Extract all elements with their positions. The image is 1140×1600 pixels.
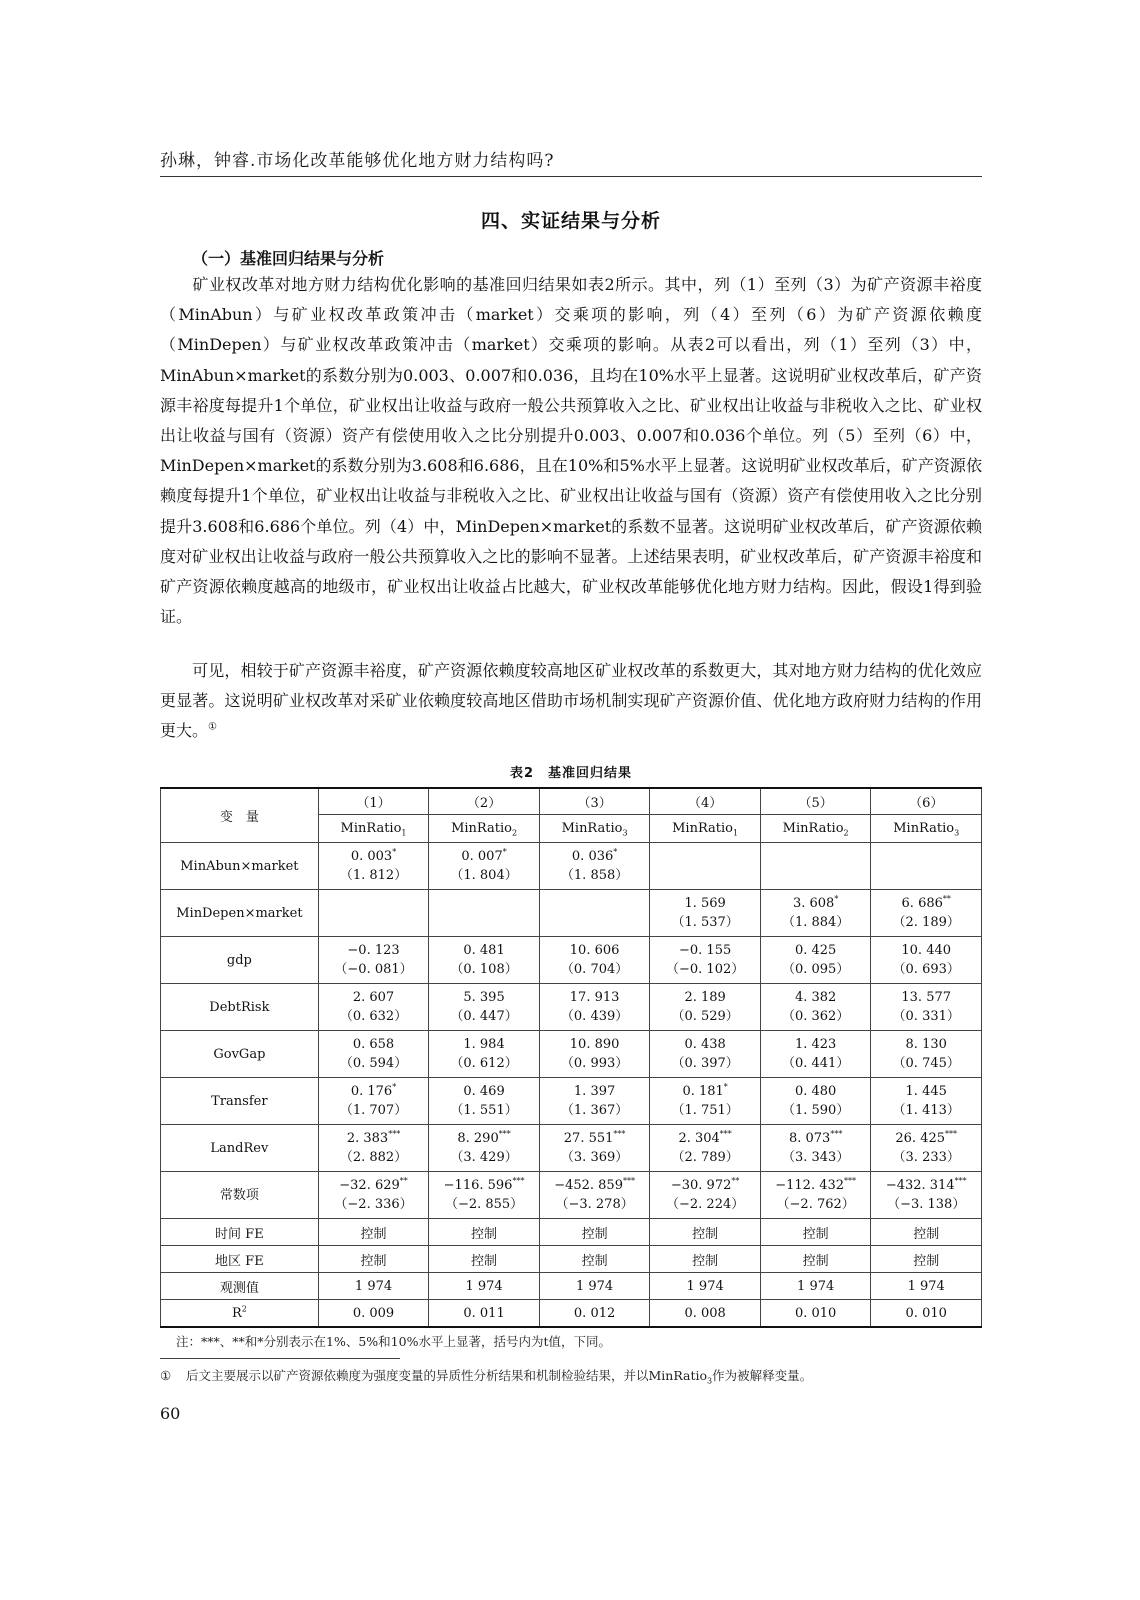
coefficient-value: −432. 314: [885, 1178, 955, 1193]
t-statistic: （3. 429）: [450, 1150, 518, 1165]
coefficient-line: [761, 1129, 871, 1148]
coefficient-line: [540, 1129, 650, 1148]
coefficient-value: 1. 445: [905, 1084, 947, 1099]
coefficient-value: 26. 425: [895, 1131, 946, 1146]
t-statistic: （0. 704）: [560, 962, 629, 977]
row-label: MinDepen×market: [161, 890, 319, 937]
coefficient-value: 6. 686: [901, 896, 943, 911]
row-label-text: 观测值: [219, 1280, 259, 1296]
significance-stars: ***: [388, 1129, 401, 1139]
coefficient-line: [319, 941, 429, 960]
column-number: （3）: [539, 788, 650, 815]
coefficient-value: 8. 290: [457, 1131, 499, 1146]
significance-stars: *: [502, 847, 507, 857]
t-statistic: （−0. 102）: [666, 962, 745, 977]
coefficient-value: 2. 383: [346, 1131, 389, 1146]
coefficient-value: 13. 577: [901, 990, 952, 1005]
value-cell: 控制: [539, 1246, 650, 1273]
coefficient-cell: [318, 1078, 429, 1125]
value-cell: 控制: [760, 1219, 871, 1246]
coefficient-line: [540, 941, 650, 960]
value-cell: 1 974: [539, 1273, 650, 1300]
t-statistic: （1. 551）: [450, 1103, 518, 1118]
table-row: [161, 1125, 982, 1172]
coefficient-value: 17. 913: [569, 990, 620, 1005]
t-statistic: （1. 367）: [560, 1103, 629, 1118]
coefficient-value: 4. 382: [794, 990, 837, 1005]
paragraph-2-text: 可见，相较于矿产资源丰裕度，矿产资源依赖度较高地区矿业权改革的系数更大，其对地方财力结构的优化效应更显著。这说明矿业权改革对采矿业依赖度较高地区借助市场机制实现矿产资源价值、优化地方政府财力结构的作用更大。: [160, 661, 982, 741]
significance-stars: ***: [954, 1176, 967, 1186]
dependent-variable-header: [650, 815, 761, 843]
coefficient-cell: [871, 1078, 982, 1125]
coefficient-cell: [539, 937, 650, 984]
coefficient-line: [540, 988, 650, 1007]
row-label: gdp: [161, 937, 319, 984]
t-statistic: （0. 397）: [671, 1056, 739, 1071]
column-number: （4）: [650, 788, 761, 815]
coefficient-cell: [871, 843, 982, 890]
t-statistic: （0. 441）: [781, 1056, 850, 1071]
coefficient-value: 0. 425: [794, 943, 837, 958]
coefficient-line: [871, 941, 981, 960]
value-cell: 控制: [650, 1246, 761, 1273]
coefficient-value: 5. 395: [463, 990, 505, 1005]
body-paragraph-2: [160, 656, 982, 747]
t-statistic: （−3. 138）: [887, 1197, 966, 1212]
value-cell: 0. 012: [539, 1300, 650, 1328]
variable-header: 变 量: [161, 788, 319, 843]
coefficient-value: 2. 304: [678, 1131, 720, 1146]
coefficient-line: [761, 941, 871, 960]
coefficient-cell: [539, 984, 650, 1031]
coefficient-cell: [539, 890, 650, 937]
coefficient-line: [429, 941, 539, 960]
coefficient-value: 0. 481: [463, 943, 505, 958]
value-cell: 控制: [318, 1246, 429, 1273]
coefficient-cell: [650, 1078, 761, 1125]
coefficient-cell: [650, 890, 761, 937]
t-statistic: （1. 413）: [892, 1103, 960, 1118]
coefficient-line: [761, 894, 871, 913]
coefficient-line: [761, 1176, 871, 1195]
footnote: [160, 1366, 982, 1384]
table-row: [161, 843, 982, 890]
significance-stars: *: [613, 847, 618, 857]
coefficient-line: [319, 988, 429, 1007]
t-statistic: （−2. 762）: [776, 1197, 855, 1212]
t-statistic: （0. 439）: [560, 1009, 629, 1024]
coefficient-line: [650, 1129, 760, 1148]
dependent-variable-subscript: 2: [843, 828, 849, 838]
t-statistic: （0. 632）: [339, 1009, 408, 1024]
t-statistic: （0. 529）: [671, 1009, 739, 1024]
value-cell: 控制: [871, 1219, 982, 1246]
coefficient-value: 0. 658: [352, 1037, 395, 1052]
t-statistic: （0. 447）: [450, 1009, 518, 1024]
row-label-text: R: [231, 1305, 242, 1321]
coefficient-cell: [650, 984, 761, 1031]
value-cell: 1 974: [429, 1273, 540, 1300]
t-statistic: （1. 812）: [339, 868, 408, 883]
coefficient-line: [319, 1082, 429, 1101]
table-row: [161, 1031, 982, 1078]
dependent-variable-subscript: 1: [733, 828, 739, 838]
significance-stars: **: [942, 894, 951, 904]
paragraph-1-text: 矿业权改革对地方财力结构优化影响的基准回归结果如表2所示。其中，列（1）至列（3）为矿产资源丰裕度（MinAbun）与矿业权改革政策冲击（market）交乘项的影响，列（4）至列（6）为矿产资源依赖度（MinDepen）与矿业权改革政策冲击（market）交乘项的影响。从表2可以看出，列（1）至列（3）中，MinAbun×market的系数分别为0.003、0.007和0.036，且均在10%水平上显著。这说明矿业权改革后，矿产资源丰裕度每提升1个单位，矿业权出让收益与政府一般公共预算收入之比、矿业权出让收益与非税收入之比、矿业权出让收益与国有（资源）资产有偿使用收入之比分别提升0.003、0.007和0.036个单位。列（5）至列（6）中，MinDepen×market的系数分别为3.608和6.686，且在10%和5%水平上显著。这说明矿业权改革后，矿产资源依赖度每提升1个单位，矿业权出让收益与非税收入之比、矿业权出让收益与国有（资源）资产有偿使用收入之比分别提升3.608和6.686个单位。列（4）中，MinDepen×market的系数不显著。这说明矿业权改革后，矿产资源依赖度对矿业权出让收益与政府一般公共预算收入之比的影响不显著。上述结果表明，矿业权改革后，矿产资源丰裕度和矿产资源依赖度越高的地级市，矿业权出让收益占比越大，矿业权改革能够优化地方财力结构。因此，假设1得到验证。: [160, 275, 982, 627]
t-statistic: （−0. 081）: [334, 962, 413, 977]
column-number: （5）: [760, 788, 871, 815]
table-caption: 表2 基准回归结果: [509, 766, 633, 781]
coefficient-line: [429, 847, 539, 866]
t-statistic: （3. 233）: [892, 1150, 960, 1165]
coefficient-cell: [650, 1031, 761, 1078]
regression-results-table: [160, 787, 982, 1328]
significance-stars: ***: [830, 1129, 843, 1139]
column-number: （6）: [871, 788, 982, 815]
t-statistic: （0. 745）: [892, 1056, 960, 1071]
significance-stars: **: [399, 1176, 408, 1186]
table-row: [161, 1219, 982, 1246]
coefficient-cell: [871, 1031, 982, 1078]
coefficient-line: [871, 1176, 981, 1195]
t-statistic: （0. 612）: [450, 1056, 518, 1071]
coefficient-cell: [871, 1172, 982, 1219]
coefficient-line: [540, 1082, 650, 1101]
significance-stars: ***: [844, 1176, 857, 1186]
coefficient-value: 0. 181: [682, 1084, 724, 1099]
coefficient-value: 0. 007: [461, 849, 503, 864]
coefficient-cell: [650, 843, 761, 890]
coefficient-cell: [871, 1125, 982, 1172]
coefficient-line: [650, 988, 760, 1007]
dependent-variable-subscript: 3: [622, 828, 628, 838]
coefficient-cell: [318, 1125, 429, 1172]
coefficient-value: −30. 972: [670, 1178, 732, 1193]
coefficient-cell: [650, 1172, 761, 1219]
coefficient-line: [319, 1176, 429, 1195]
value-cell: 1 974: [318, 1273, 429, 1300]
coefficient-line: [650, 1176, 760, 1195]
coefficient-line: [429, 1129, 539, 1148]
coefficient-line: [871, 1035, 981, 1054]
coefficient-value: 0. 003: [350, 849, 393, 864]
t-statistic: （0. 594）: [339, 1056, 408, 1071]
coefficient-line: [761, 1082, 871, 1101]
t-statistic: （0. 331）: [892, 1009, 960, 1024]
section-title: 四、实证结果与分析: [480, 210, 661, 232]
row-label: [161, 1246, 319, 1273]
dependent-variable-name: MinRatio: [672, 821, 734, 836]
coefficient-value: −112. 432: [775, 1178, 845, 1193]
table-row: [161, 1078, 982, 1125]
dependent-variable-header: [318, 815, 429, 843]
t-statistic: （−2. 855）: [444, 1197, 524, 1212]
coefficient-line: [871, 1129, 981, 1148]
t-statistic: （2. 882）: [339, 1150, 408, 1165]
table-row: [161, 890, 982, 937]
t-statistic: （0. 362）: [781, 1009, 850, 1024]
footnote-rule: [160, 1358, 400, 1359]
coefficient-value: 10. 606: [569, 943, 620, 958]
significance-stars: *: [723, 1082, 728, 1092]
dependent-variable-header: [429, 815, 540, 843]
row-label-superscript: 2: [241, 1304, 247, 1314]
t-statistic: （−3. 278）: [555, 1197, 634, 1212]
t-statistic: （0. 108）: [450, 962, 518, 977]
header-rule: [160, 176, 982, 177]
coefficient-line: [650, 894, 760, 913]
coefficient-cell: [871, 890, 982, 937]
coefficient-value: 2. 189: [684, 990, 726, 1005]
coefficient-cell: [429, 1031, 540, 1078]
column-number: （2）: [429, 788, 540, 815]
coefficient-cell: [650, 1125, 761, 1172]
coefficient-line: [650, 1082, 760, 1101]
significance-stars: ***: [622, 1176, 635, 1186]
significance-stars: *: [392, 1082, 397, 1092]
coefficient-value: −0. 123: [347, 943, 400, 958]
dependent-variable-name: MinRatio: [561, 821, 623, 836]
t-statistic: （1. 804）: [450, 868, 518, 883]
coefficient-cell: [760, 890, 871, 937]
coefficient-line: [871, 988, 981, 1007]
coefficient-cell: [429, 937, 540, 984]
table-row: [161, 937, 982, 984]
coefficient-value: 2. 607: [352, 990, 395, 1005]
coefficient-value: 1. 423: [794, 1037, 837, 1052]
coefficient-line: [429, 1082, 539, 1101]
coefficient-cell: [429, 890, 540, 937]
t-statistic: （1. 590）: [781, 1103, 850, 1118]
row-label: GovGap: [161, 1031, 319, 1078]
value-cell: 1 974: [871, 1273, 982, 1300]
value-cell: 控制: [871, 1246, 982, 1273]
coefficient-cell: [760, 1031, 871, 1078]
dependent-variable-subscript: 3: [954, 828, 960, 838]
significance-stars: ***: [498, 1129, 511, 1139]
coefficient-value: 27. 551: [563, 1131, 614, 1146]
coefficient-cell: [760, 1125, 871, 1172]
coefficient-cell: [429, 1172, 540, 1219]
coefficient-value: 0. 036: [571, 849, 614, 864]
coefficient-line: [761, 1035, 871, 1054]
coefficient-cell: [539, 1078, 650, 1125]
coefficient-value: 1. 569: [684, 896, 726, 911]
significance-stars: ***: [613, 1129, 626, 1139]
coefficient-cell: [539, 1031, 650, 1078]
row-label-text: 地区 FE: [215, 1253, 264, 1269]
row-label: 常数项: [161, 1172, 319, 1219]
coefficient-value: 8. 130: [905, 1037, 947, 1052]
coefficient-cell: [318, 937, 429, 984]
coefficient-line: [871, 1082, 981, 1101]
coefficient-value: 0. 480: [794, 1084, 837, 1099]
coefficient-line: [429, 1035, 539, 1054]
coefficient-cell: [429, 1125, 540, 1172]
coefficient-cell: [318, 984, 429, 1031]
dependent-variable-header: [760, 815, 871, 843]
t-statistic: （1. 884）: [781, 915, 850, 930]
row-label: DebtRisk: [161, 984, 319, 1031]
coefficient-cell: [539, 1172, 650, 1219]
coefficient-line: [540, 847, 650, 866]
coefficient-cell: [318, 843, 429, 890]
t-statistic: （1. 707）: [339, 1103, 408, 1118]
t-statistic: （2. 189）: [892, 915, 960, 930]
coefficient-cell: [871, 937, 982, 984]
significance-stars: *: [392, 847, 397, 857]
coefficient-cell: [760, 843, 871, 890]
coefficient-cell: [760, 984, 871, 1031]
coefficient-value: −116. 596: [443, 1178, 513, 1193]
coefficient-value: 3. 608: [792, 896, 835, 911]
coefficient-cell: [539, 1125, 650, 1172]
t-statistic: （−2. 224）: [666, 1197, 745, 1212]
coefficient-value: −452. 859: [554, 1178, 623, 1193]
table-row: [161, 1273, 982, 1300]
value-cell: 0. 008: [650, 1300, 761, 1328]
row-label: [161, 1219, 319, 1246]
coefficient-cell: [650, 937, 761, 984]
row-label: LandRev: [161, 1125, 319, 1172]
t-statistic: （−2. 336）: [334, 1197, 413, 1212]
significance-stars: ***: [945, 1129, 958, 1139]
coefficient-cell: [871, 984, 982, 1031]
coefficient-cell: [318, 1172, 429, 1219]
coefficient-cell: [760, 937, 871, 984]
dependent-variable-name: MinRatio: [340, 821, 402, 836]
coefficient-value: 0. 438: [684, 1037, 726, 1052]
footnote-text-main: 后文主要展示以矿产资源依赖度为强度变量的异质性分析结果和机制检验结果，并以MinRatio: [186, 1368, 708, 1383]
dependent-variable-header: [539, 815, 650, 843]
significance-stars: **: [731, 1176, 740, 1186]
coefficient-value: 0. 176: [350, 1084, 393, 1099]
value-cell: 1 974: [650, 1273, 761, 1300]
row-label: [161, 1300, 319, 1328]
coefficient-value: 1. 984: [463, 1037, 505, 1052]
coefficient-cell: [760, 1172, 871, 1219]
dependent-variable-name: MinRatio: [451, 821, 512, 836]
significance-stars: ***: [719, 1129, 732, 1139]
value-cell: 控制: [650, 1219, 761, 1246]
coefficient-line: [871, 894, 981, 913]
t-statistic: （1. 537）: [671, 915, 739, 930]
significance-stars: ***: [512, 1176, 525, 1186]
column-number: （1）: [318, 788, 429, 815]
footnote-reference[interactable]: ①: [208, 722, 217, 734]
footnote-subscript: 3: [707, 1376, 713, 1386]
value-cell: 0. 010: [760, 1300, 871, 1328]
table-row: [161, 1172, 982, 1219]
t-statistic: （1. 858）: [560, 868, 629, 883]
running-head: 孙琳，钟睿.市场化改革能够优化地方财力结构吗?: [160, 151, 555, 171]
page-number: 60: [160, 1404, 181, 1423]
subsection-title: （一）基准回归结果与分析: [192, 249, 385, 268]
table-header-row: [161, 788, 982, 815]
coefficient-cell: [429, 984, 540, 1031]
value-cell: 0. 010: [871, 1300, 982, 1328]
row-label: [161, 1273, 319, 1300]
coefficient-value: 1. 397: [573, 1084, 616, 1099]
coefficient-line: [540, 1176, 650, 1195]
row-label: Transfer: [161, 1078, 319, 1125]
table-row: [161, 1246, 982, 1273]
value-cell: 控制: [429, 1246, 540, 1273]
value-cell: 控制: [429, 1219, 540, 1246]
coefficient-cell: [429, 843, 540, 890]
coefficient-line: [319, 1129, 429, 1148]
dependent-variable-name: MinRatio: [893, 821, 955, 836]
value-cell: 控制: [539, 1219, 650, 1246]
row-label: MinAbun×market: [161, 843, 319, 890]
t-statistic: （1. 751）: [671, 1103, 739, 1118]
coefficient-value: −32. 629: [339, 1178, 400, 1193]
t-statistic: （0. 693）: [892, 962, 960, 977]
value-cell: 0. 011: [429, 1300, 540, 1328]
coefficient-cell: [760, 1078, 871, 1125]
coefficient-value: 8. 073: [788, 1131, 831, 1146]
coefficient-cell: [318, 890, 429, 937]
dependent-variable-subscript: 1: [401, 828, 407, 838]
footnote-text-end: 作为被解释变量。: [712, 1368, 813, 1383]
value-cell: 控制: [318, 1219, 429, 1246]
coefficient-line: [650, 1035, 760, 1054]
coefficient-line: [429, 1176, 539, 1195]
value-cell: 1 974: [760, 1273, 871, 1300]
footnote-mark: ①: [160, 1368, 172, 1383]
coefficient-value: −0. 155: [679, 943, 732, 958]
coefficient-cell: [429, 1078, 540, 1125]
coefficient-line: [319, 847, 429, 866]
dependent-variable-header: [871, 815, 982, 843]
coefficient-line: [761, 988, 871, 1007]
coefficient-value: 0. 469: [463, 1084, 505, 1099]
coefficient-cell: [318, 1031, 429, 1078]
coefficient-line: [429, 988, 539, 1007]
t-statistic: （2. 789）: [671, 1150, 739, 1165]
dependent-variable-name: MinRatio: [782, 821, 844, 836]
table-row: [161, 1300, 982, 1328]
coefficient-value: 10. 440: [901, 943, 952, 958]
coefficient-line: [650, 941, 760, 960]
row-label-text: 时间 FE: [215, 1226, 264, 1242]
t-statistic: （0. 993）: [560, 1056, 629, 1071]
coefficient-cell: [539, 843, 650, 890]
value-cell: 0. 009: [318, 1300, 429, 1328]
t-statistic: （3. 343）: [781, 1150, 850, 1165]
t-statistic: （3. 369）: [560, 1150, 629, 1165]
t-statistic: （0. 095）: [781, 962, 850, 977]
value-cell: 控制: [760, 1246, 871, 1273]
significance-stars: *: [834, 894, 839, 904]
table-row: [161, 984, 982, 1031]
body-paragraph-1: [160, 270, 982, 632]
coefficient-value: 10. 890: [569, 1037, 620, 1052]
coefficient-line: [319, 1035, 429, 1054]
coefficient-line: [540, 1035, 650, 1054]
table-note: 注：***、**和*分别表示在1%、5%和10%水平上显著，括号内为t值，下同。: [176, 1334, 611, 1349]
dependent-variable-subscript: 2: [511, 828, 518, 838]
